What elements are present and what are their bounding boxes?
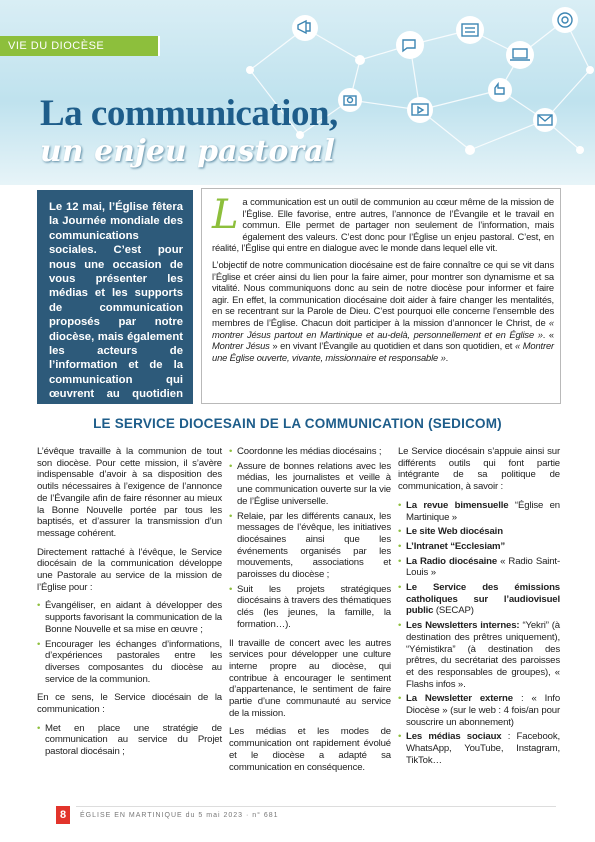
lead-article [201, 188, 561, 404]
list-item: • La revue bimensuelle “Église en Martinique » [398, 500, 560, 523]
list-item: • Coordonne les médias diocésains ; [229, 446, 391, 458]
megaphone-icon [292, 15, 318, 41]
column-2 [229, 446, 391, 780]
section-heading: LE SERVICE DIOCESAIN DE LA COMMUNICATION (SEDICOM) [93, 416, 502, 431]
list-item: • Suit les projets stratégiques diocésains à travers des thématiques clés (les jeunes, la famille, la formation…). [229, 584, 391, 631]
list-item: • L’Intranet “Ecclesiam” [398, 541, 560, 553]
drop-cap: L [212, 192, 239, 238]
col1-paragraph: Directement rattaché à l’évêque, le Service diocésain de la communication développe une Pastorale au service de la mission de l’Église pour : [37, 546, 222, 593]
page-subtitle: un enjeu pastoral [40, 134, 335, 169]
list-item: • La Radio diocésaine « Radio Saint-Louis » [398, 556, 560, 579]
col1-bullet-list [37, 600, 222, 685]
footer-divider [76, 806, 556, 807]
camera-icon [338, 88, 362, 112]
col2-paragraph: Il travaille de concert avec les autres services pour développer une culture interne propre au diocèse, qui contribue à encourager le sentiment d’appartenance, le sentiment de faire partie d’une communauté au service de la mission. [229, 637, 391, 719]
column-1 [37, 446, 222, 765]
list-item: • Encourager les échanges d’informations, d’expériences pastorales entre les diverses composantes du diocèse au service de la communion. [37, 639, 222, 686]
lead-text-1: a communication est un outil de communion au cœur même de la mission de l’Église. Elle favorise, entre autres, l’annonce de l’Évangile et le travail en commun. Elle permet de partager non seulement de l’information, mais également des valeurs. C’est donc pour l’Église un enjeu pastoral. C’est, en réalité, l’Église qui entre en dialogue avec le monde dans lequel elle vit. [212, 196, 554, 254]
section-tag: VIE DU DIOCÈSE [0, 36, 160, 56]
lead-quote-1: « montrer Jésus partout en Martinique et au-delà, personnellement et en Église » [212, 316, 554, 340]
col1-bullet-list-2 [37, 723, 222, 758]
list-item: • Le site Web diocésain [398, 526, 560, 538]
newspaper-icon [456, 16, 484, 44]
media-tools-list [398, 500, 560, 767]
col2-paragraph: Les médias et les modes de communication ont rapidement évolué et le diocèse a adapté sa communication en conséquence. [229, 726, 391, 773]
list-item: • Évangéliser, en aidant à développer des supports favorisant la communication de la Bonne Nouvelle et sa mise en œuvre ; [37, 600, 222, 635]
lead-quote-3: « Montrer une Église ouverte, vivante, missionnaire et responsable » [212, 340, 554, 363]
lead-text-3: . « [542, 328, 554, 340]
col1-paragraph: L’évêque travaille à la communion de tout son diocèse. Pour cette mission, il s’avère indispensable d’avoir à sa disposition des outils nécessaires à l’exigence de l’annonce de l’Évangile afin de faire résonner au mieux la Bonne Nouvelle portée par tous les baptisés, et d’assurer la transmission d’un message cohérent. [37, 446, 222, 539]
list-item: • Met en place une stratégie de communication au service du Projet pastoral diocésain ; [37, 723, 222, 758]
list-item: • Les Newsletters internes: “Yekri” (à destination des prêtres uniquement), “Yémistikra” (à destination des prêtres, du secrétariat des paroisses et des responsables de groupes), « Flashs infos ». [398, 620, 560, 690]
lead-paragraph-1 [212, 192, 554, 254]
list-item: • La Newsletter externe : « Info Diocèse » (sur le web : 4 fois/an pour souscrire un abonnement) [398, 693, 560, 728]
page-number: 8 [56, 806, 70, 824]
col2-bullet-list [229, 446, 391, 631]
laptop-icon [506, 41, 534, 69]
list-item: • Les médias sociaux : Facebook, WhatsApp, YouTube, Instagram, TikTok… [398, 731, 560, 766]
list-item: • Le Service des émissions catholiques sur l’audiovisuel public (SECAP) [398, 582, 560, 617]
list-item: • Relaie, par les différents canaux, les messages de l’évêque, les initiatives diocésaines ainsi que les événements organisés par les mouvements, associations et paroisses du diocèse ; [229, 511, 391, 581]
video-player-icon [407, 97, 433, 123]
header-banner [0, 0, 595, 185]
col3-paragraph: Le Service diocésain s’appuie ainsi sur différents outils qui font partie intégrante de sa politique de communication, à savoir : [398, 446, 560, 493]
lead-quote-2: Montrer Jésus [212, 340, 270, 352]
envelope-icon [533, 108, 557, 132]
chat-bubbles-icon [396, 31, 424, 59]
footer-text: ÉGLISE EN MARTINIQUE du 5 mai 2023 · n° 681 [80, 812, 279, 819]
column-3 [398, 446, 560, 774]
lead-text-4: » en vivant l’Évangile au quotidien et dans son quotidien, et [269, 340, 515, 352]
target-icon [552, 7, 578, 33]
thumbs-up-icon [488, 78, 512, 102]
lead-text-5: . [445, 351, 449, 363]
page-title: La communication, [40, 93, 338, 134]
list-item: • Assure de bonnes relations avec les médias, les journalistes et veille à une communication ouverte sur la vie de l’Église universelle. [229, 461, 391, 508]
lead-paragraph-2 [212, 259, 554, 363]
intro-box: Le 12 mai, l’Église fêtera la Journée mondiale des communications sociales. C’est pour nous une occasion de vous présenter les médias et les supports de communication proposés par notre diocèse, mais également les acteurs de l’information et de la communication qui œuvrent au quotidien pour bien vous informer. [37, 190, 193, 404]
col1-paragraph: En ce sens, le Service diocésain de la communication : [37, 692, 222, 716]
lead-text-2: L’objectif de notre communication diocésaine est de faire connaître ce qui se vit dans l’Église et créer ainsi du lien pour la faire aimer, pour montrer son dynamisme et sa vitalité. Nous communiquons donc au sein de notre diocèse pour informer et faire agir. En effet, la communication diocésaine doit aider à faire changer les mentalités, en se recentrant sur la Parole de Dieu. C’est pourquoi elle concerne l’ensemble des membres de l’Église. Chacun doit participer à la mission d’annoncer le Christ, de [212, 258, 554, 328]
